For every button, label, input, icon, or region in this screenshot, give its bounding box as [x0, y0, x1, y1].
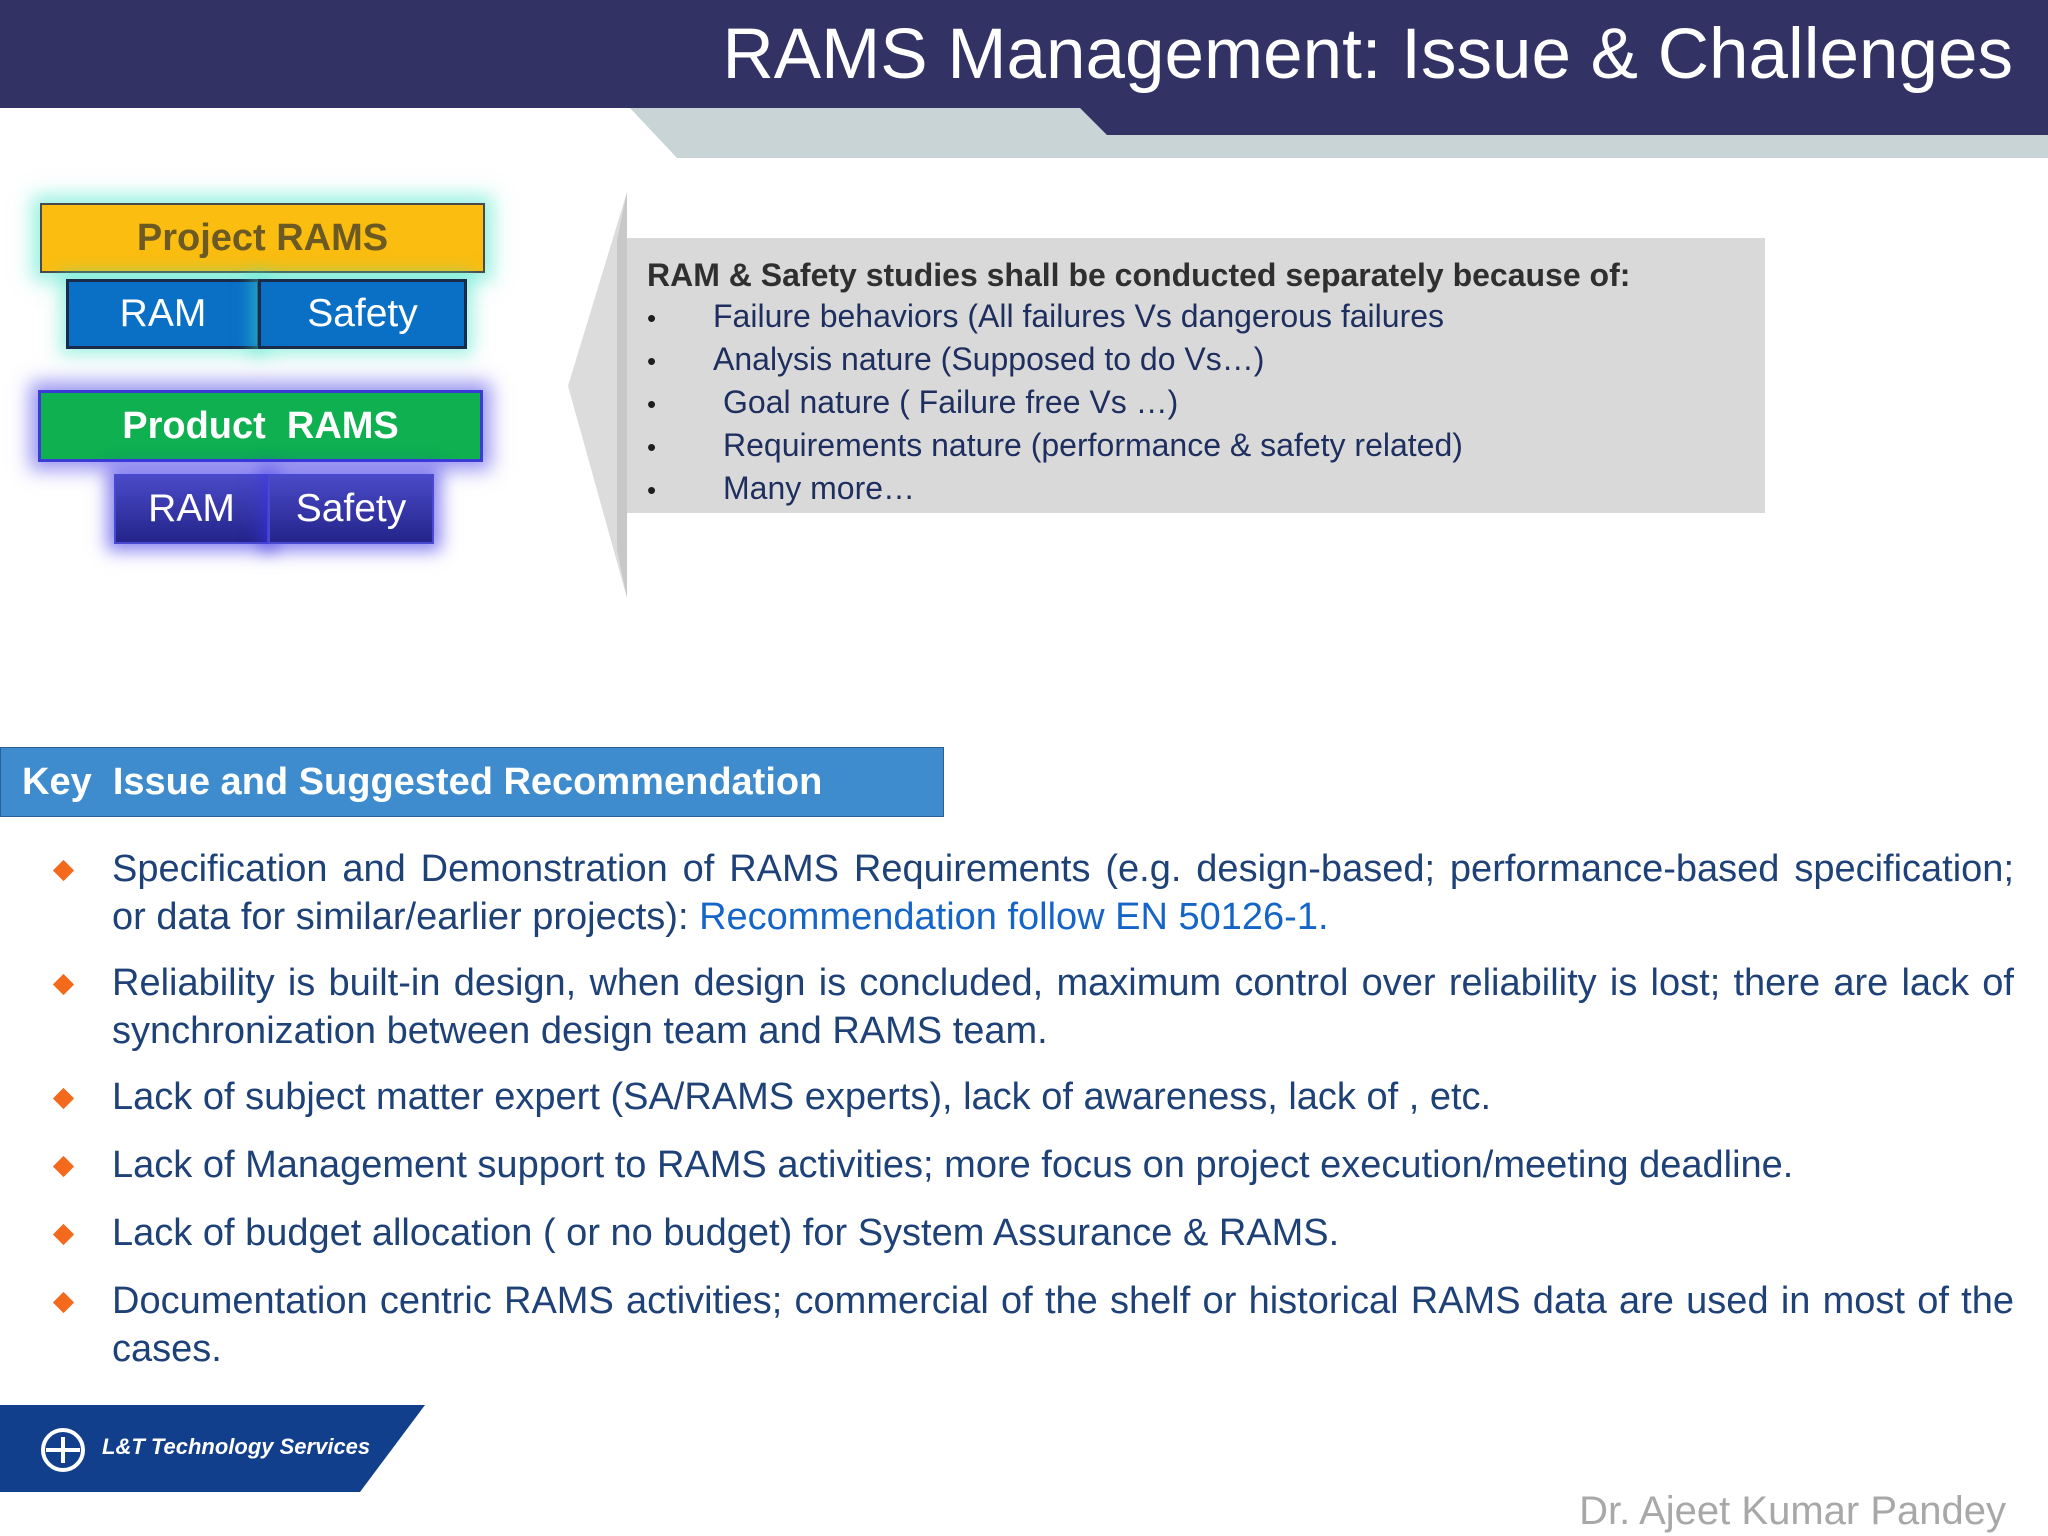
bullet-dot: • — [647, 475, 657, 505]
callout-arrow-shape — [565, 190, 628, 600]
project-safety-box: Safety — [258, 279, 467, 349]
callout-item-text: Failure behaviors (All failures Vs dangerous failures — [713, 298, 1445, 334]
issue-text — [112, 845, 2014, 941]
issue-text: Reliability is built-in design, when design is concluded, maximum control over reliability is lost; there are lack of synchronization between design team and RAMS team. — [112, 962, 2014, 1052]
slide-title: RAMS Management: Issue & Challenges — [722, 15, 2013, 94]
issue-text-main: Specification and Demonstration of RAMS Requirements (e.g. design-based; performance-based specification; or data for similar/earlier projects): — [112, 848, 2014, 938]
callout-item — [647, 339, 1747, 382]
diamond-bullet-icon — [50, 1277, 112, 1325]
bullet-dot: • — [647, 303, 657, 333]
issue-item — [50, 1277, 2014, 1373]
lt-logo-text: L&T Technology Services — [102, 1434, 371, 1459]
issue-text: Lack of budget allocation ( or no budget) for System Assurance & RAMS. — [112, 1212, 1340, 1254]
issue-item — [50, 845, 2014, 941]
issue-item — [50, 1073, 2014, 1121]
product-safety-box: Safety — [268, 474, 434, 544]
callout-item-text: Goal nature ( Failure free Vs …) — [723, 384, 1179, 420]
callout-item — [647, 468, 1747, 511]
callout-item-text: Requirements nature (performance & safety related) — [723, 427, 1463, 463]
diamond-bullet-icon — [50, 1209, 112, 1257]
bullet-dot: • — [647, 346, 657, 376]
diamond-bullet-icon — [50, 845, 112, 893]
callout-item — [647, 425, 1747, 468]
project-ram-box: RAM — [66, 279, 260, 349]
lt-logo-icon — [40, 1427, 86, 1473]
issue-text: Lack of Management support to RAMS activities; more focus on project execution/meeting deadline. — [112, 1144, 1794, 1186]
bullet-dot: • — [647, 432, 657, 462]
bullet-dot: • — [647, 389, 657, 419]
callout-item — [647, 382, 1747, 425]
diamond-bullet-icon — [50, 959, 112, 1007]
issue-text: Documentation centric RAMS activities; commercial of the shelf or historical RAMS data are used in most of the cases. — [112, 1280, 2014, 1370]
issue-text: Lack of subject matter expert (SA/RAMS experts), lack of awareness, lack of , etc. — [112, 1076, 1492, 1118]
project-rams-box: Project RAMS — [40, 203, 485, 273]
author-name: Dr. Ajeet Kumar Pandey — [1579, 1489, 2006, 1533]
product-rams-box: Product RAMS — [38, 390, 483, 462]
product-ram-box: RAM — [114, 474, 269, 544]
diamond-bullet-icon — [50, 1073, 112, 1121]
diamond-bullet-icon — [50, 1141, 112, 1189]
issue-item — [50, 1209, 2014, 1257]
issues-list — [50, 845, 2014, 1391]
key-issue-banner: Key Issue and Suggested Recommendation — [0, 747, 944, 817]
issue-item — [50, 959, 2014, 1055]
callout-item-text: Many more… — [723, 470, 916, 506]
callout-box — [627, 238, 1765, 513]
recommendation-text: Recommendation follow EN 50126-1. — [699, 896, 1329, 938]
callout-heading: RAM & Safety studies shall be conducted separately because of: — [647, 257, 1631, 293]
callout-item-text: Analysis nature (Supposed to do Vs…) — [713, 341, 1265, 377]
issue-item — [50, 1141, 2014, 1189]
callout-item — [647, 296, 1747, 339]
